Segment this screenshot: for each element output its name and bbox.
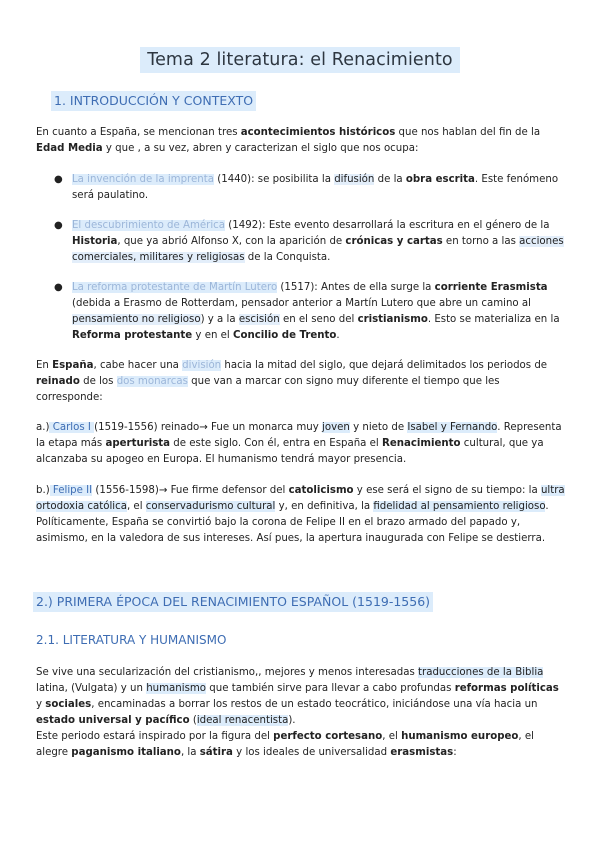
- text-run: cultural, que ya alcanzaba su apogeo en Europa. El humanismo tendrá mayor presencia.: [36, 438, 544, 465]
- text-run: b.): [36, 485, 50, 496]
- highlight-run: fidelidad al pensamiento religioso: [373, 501, 546, 512]
- bold-run: Reforma protestante: [72, 330, 193, 341]
- text-run: (1556-1598)→ Fue firme defensor del: [92, 485, 289, 496]
- bullet-icon: ●: [54, 174, 63, 185]
- text-run: y en el: [192, 330, 233, 341]
- text-run: y, en definitiva, la: [275, 501, 374, 512]
- text-run: latina, (Vulgata) y un: [36, 683, 147, 694]
- text-run: (1519-1556) reinado→ Fue un monarca muy: [94, 422, 323, 433]
- text-run: ) y a la: [200, 314, 239, 325]
- text-run: En cuanto a España, se mencionan tres: [36, 127, 241, 138]
- bullet-icon: ●: [54, 220, 63, 231]
- link-reforma[interactable]: La reforma protestante de Martín Lutero: [72, 282, 278, 293]
- text-run: y ese será el signo de su tiempo: la: [353, 485, 541, 496]
- carlos-paragraph: [36, 420, 566, 468]
- bold-run: reinado: [36, 376, 80, 387]
- link-felipe-ii[interactable]: Felipe II: [49, 485, 93, 496]
- bold-run: cristianismo: [357, 314, 428, 325]
- text-run: que nos hablan del fin de la: [395, 127, 541, 138]
- text-run: de la Conquista.: [244, 252, 331, 263]
- highlight-run: traducciones de la Biblia: [418, 667, 544, 678]
- link-imprenta[interactable]: La invención de la imprenta: [72, 174, 214, 185]
- text-run: Este periodo estará inspirado por la figura del: [36, 731, 274, 742]
- periodo-paragraph: [36, 729, 566, 761]
- spain-paragraph: [36, 358, 566, 406]
- page-title: Tema 2 literatura: el Renacimiento: [140, 47, 460, 73]
- bold-run: acontecimientos históricos: [240, 127, 396, 138]
- bold-run: reformas políticas: [454, 683, 559, 694]
- bold-run: humanismo europeo: [401, 731, 519, 742]
- highlight-run: pensamiento no religioso: [72, 314, 201, 325]
- bullet-icon: ●: [54, 282, 63, 293]
- bold-run: España: [52, 360, 94, 371]
- list-item-reforma: [54, 280, 566, 344]
- section-heading-primera-epoca: 2.) PRIMERA ÉPOCA DEL RENACIMIENTO ESPAÑOL (1519-1556): [33, 592, 433, 612]
- intro-paragraph: [36, 125, 566, 157]
- bold-run: Concilio de Trento: [233, 330, 337, 341]
- highlight-run: humanismo: [146, 683, 207, 694]
- text-run: . Este fenómeno será paulatino.: [72, 174, 559, 201]
- bold-run: sátira: [199, 747, 233, 758]
- text-run: , la: [180, 747, 200, 758]
- link-carlos-i[interactable]: Carlos I: [49, 422, 95, 433]
- text-run: hacia la mitad del siglo, que dejará delimitados los periodos de: [221, 360, 548, 371]
- text-run: (1492): Este evento desarrollará la escritura en el género de la: [225, 220, 550, 231]
- text-run: que también sirve para llevar a cabo profundas: [206, 683, 455, 694]
- bold-run: Historia: [72, 236, 118, 247]
- text-run: , el: [382, 731, 402, 742]
- text-run: a.): [36, 422, 50, 433]
- bold-run: sociales: [45, 699, 92, 710]
- text-run: . Representa la etapa más: [36, 422, 562, 449]
- bold-run: obra escrita: [405, 174, 475, 185]
- bold-run: Renacimiento: [382, 438, 461, 449]
- text-run: . Esto se materializa en la: [427, 314, 560, 325]
- highlight-run: conservadurismo cultural: [145, 501, 276, 512]
- felipe-paragraph: [36, 483, 566, 547]
- subsection-heading-literatura-humanismo: 2.1. LITERATURA Y HUMANISMO: [36, 633, 227, 647]
- bold-run: catolicismo: [288, 485, 354, 496]
- bold-run: paganismo italiano: [71, 747, 181, 758]
- highlight-run: joven: [322, 422, 350, 433]
- text-run: , encaminadas a borrar los restos de un estado teocrático, iniciándose una vía hacia un: [91, 699, 538, 710]
- text-run: . Políticamente, España se convirtió bajo la corona de Felipe II en el brazo armado del papado y, asimismo, en la valedora de sus intereses. Así pues, la apertura inaugurada con Felipe se destierra.: [36, 501, 549, 544]
- text-run: , el: [126, 501, 146, 512]
- bold-run: Edad Media: [36, 143, 103, 154]
- section-heading-introduccion: 1. INTRODUCCIÓN Y CONTEXTO: [51, 91, 256, 111]
- text-run: .: [336, 330, 340, 341]
- list-item-america: [54, 218, 566, 266]
- highlight-run: difusión: [334, 174, 375, 185]
- highlight-run: acciones comerciales, militares y religiosas: [72, 236, 564, 263]
- text-run: y nieto de: [349, 422, 408, 433]
- link-division[interactable]: división: [182, 360, 222, 371]
- bold-run: erasmistas: [390, 747, 454, 758]
- text-run: y los ideales de universalidad: [232, 747, 391, 758]
- text-run: (debida a Erasmo de Rotterdam, pensador anterior a Martín Lutero que abre un camino al: [72, 298, 531, 309]
- text-run: y que , a su vez, abren y caracterizan el siglo que nos ocupa:: [102, 143, 419, 154]
- text-run: ).: [288, 715, 296, 726]
- highlight-run: Isabel y Fernando: [407, 422, 498, 433]
- text-run: , cabe hacer una: [93, 360, 183, 371]
- text-run: en torno a las: [442, 236, 520, 247]
- text-run: (: [189, 715, 197, 726]
- text-run: de la: [374, 174, 406, 185]
- text-run: Se vive una secularización del cristianismo,, mejores y menos interesadas: [36, 667, 419, 678]
- link-america[interactable]: El descubrimiento de América: [72, 220, 226, 231]
- link-dos-monarcas[interactable]: dos monarcas: [116, 376, 188, 387]
- list-item-imprenta: [54, 172, 566, 204]
- bold-run: aperturista: [105, 438, 171, 449]
- text-run: (1440): se posibilita la: [214, 174, 335, 185]
- text-run: en el seno del: [279, 314, 358, 325]
- highlight-run: ultra ortodoxia católica: [36, 485, 565, 512]
- highlight-run: ideal renacentista: [196, 715, 289, 726]
- text-run: , el alegre: [36, 731, 534, 758]
- bold-run: corriente Erasmista: [434, 282, 548, 293]
- bold-run: perfecto cortesano: [273, 731, 383, 742]
- text-run: En: [36, 360, 53, 371]
- highlight-run: escisión: [238, 314, 280, 325]
- bold-run: crónicas y cartas: [345, 236, 443, 247]
- text-run: de este siglo. Con él, entra en España el: [170, 438, 382, 449]
- bold-run: estado universal y pacífico: [36, 715, 190, 726]
- text-run: :: [453, 747, 457, 758]
- text-run: (1517): Antes de ella surge la: [277, 282, 435, 293]
- text-run: , que ya abrió Alfonso X, con la aparición de: [117, 236, 346, 247]
- secularizacion-paragraph: [36, 665, 566, 729]
- text-run: que van a marcar con signo muy diferente el tiempo que les corresponde:: [36, 376, 500, 403]
- text-run: de los: [79, 376, 117, 387]
- text-run: y: [36, 699, 46, 710]
